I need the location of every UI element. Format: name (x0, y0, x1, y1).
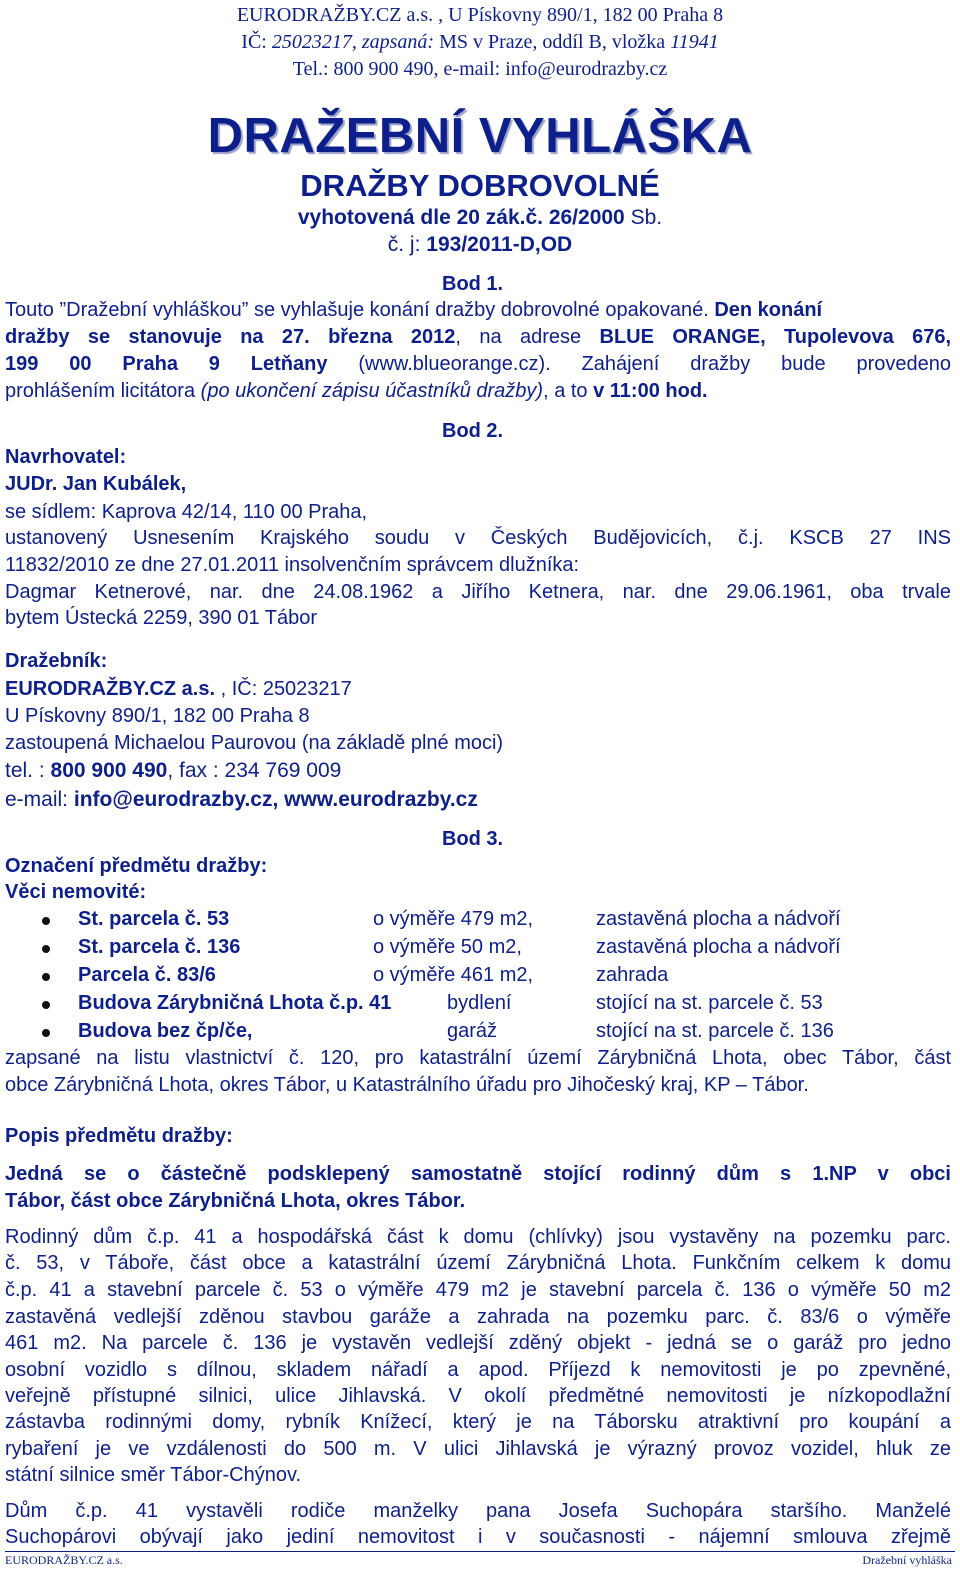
property-item: Parcela č. 83/6 o výměře 461 m2, zahrada (0, 964, 960, 991)
property-item: St. parcela č. 53 o výměře 479 m2, zastavěná plocha a nádvoří (0, 908, 960, 935)
auctioneer-representative: zastoupená Michaelou Paurovou (na základě plné moci) (5, 732, 504, 754)
company-header-line2 (0, 31, 960, 54)
description-line: Rodinný dům č.p. 41 a hospodářská část k domu (chlívky) jsou vystavěny na pozemku parc. (5, 1226, 951, 1248)
proposer-appointment: ustanovený Usnesením Krajského soudu v Českých Budějovicích, č.j. KSCB 27 INS (5, 527, 951, 549)
section-heading-bod2: Bod 2. (442, 420, 504, 442)
bullet-icon (42, 1029, 50, 1037)
legal-basis: vyhotovená dle 20 zák.č. 26/2000 Sb. (297, 206, 663, 229)
proposer-name: JUDr. Jan Kubálek, (5, 473, 187, 495)
company-header-contact: Tel.: 800 900 490, e-mail: info@eurodrazby.cz (292, 58, 668, 80)
property-item: Budova Zárybničná Lhota č.p. 41 bydlení stojící na st. parcele č. 53 (0, 992, 960, 1019)
debtor-line1: Dagmar Ketnerové, nar. dne 24.08.1962 a Jiřího Ketnera, nar. dne 29.06.1961, oba trvale (5, 581, 951, 603)
bod1-line1: Touto ”Dražební vyhláškou” se vyhlašuje konání dražby dobrovolné opakované. Den konání (5, 299, 823, 321)
reference-number: č. j: 193/2011-D,OD (387, 233, 573, 256)
description-line: 461 m2. Na parcele č. 136 je vystavěn vedlejší zděný objekt - jedná se o garáž pro jedno (5, 1332, 951, 1354)
property-label: Věci nemovité: (5, 881, 147, 903)
property-item: Budova bez čp/če, garáž stojící na st. parcele č. 136 (0, 1020, 960, 1047)
document-title: DRAŽEBNÍ VYHLÁŠKA (207, 109, 753, 163)
auctioneer-address: U Pískovny 890/1, 182 00 Praha 8 (5, 705, 310, 727)
summary-line2: Tábor, část obce Zárybničná Lhota, okres Tábor. (5, 1190, 466, 1212)
auctioneer-name: EURODRAŽBY.CZ a.s. , IČ: 25023217 (5, 678, 352, 700)
bod1-line4: prohlášením licitátora (po ukončení zápisu účastníků dražby), a to v 11:00 hod. (5, 380, 708, 402)
proposer-seat: se sídlem: Kaprova 42/14, 110 00 Praha, (5, 501, 368, 523)
ic-label: IČ: (241, 31, 272, 53)
description-line: osobní vozidlo s dílnou, skladem nářadí a apod. Příjezd k nemovitosti je po zpevněné, (5, 1359, 951, 1381)
auctioneer-phone: tel. : 800 900 490, fax : 234 769 009 (5, 759, 342, 782)
bullet-icon (42, 917, 50, 925)
description-line: veřejně přístupné silnici, ulice Jihlavská. V okolí předmětné nemovitosti je nízkopodlažní (5, 1385, 951, 1407)
document-subtitle: DRAŽBY DOBROVOLNÉ (300, 168, 660, 203)
bullet-icon (42, 945, 50, 953)
summary-line1: Jedná se o částečně podsklepený samostatně stojící rodinný dům s 1.NP v obci (5, 1163, 951, 1185)
bod1-line3: 199 00 Praha 9 Letňany (www.blueorange.cz). Zahájení dražby bude provedeno (5, 353, 952, 375)
company-header-line1: EURODRAŽBY.CZ a.s. , U Pískovny 890/1, 182 00 Praha 8 (236, 4, 724, 26)
section-heading-bod1: Bod 1. (442, 273, 504, 295)
description-line: rybaření je ve vzdálenosti do 500 m. V ulici Jihlavská je výrazný provoz vozidel, hluk ze (5, 1438, 951, 1460)
court-register: MS v Praze, oddíl B, vložka (439, 31, 671, 53)
registry-line2: obce Zárybničná Lhota, okres Tábor, u Katastrálního úřadu pro Jihočeský kraj, KP – Tábor. (5, 1074, 809, 1096)
debtor-line2: bytem Ústecká 2259, 390 01 Tábor (5, 607, 318, 629)
history-line: Suchopárovi obývají jako jediní nemovitost i v současnosti - nájemní smlouva zřejmě (5, 1526, 951, 1548)
proposer-appointment-cont: 11832/2010 ze dne 27.01.2011 insolvenčním správcem dlužníka: (5, 554, 580, 576)
ic-value: 25023217, zapsaná: (271, 31, 440, 53)
description-line: č. 53, v Táboře, část obce a katastrální území Zárybničná Lhota. Funkčním celkem k domu (5, 1252, 951, 1274)
register-number: 11941 (670, 31, 719, 53)
subject-label: Označení předmětu dražby: (5, 855, 268, 877)
footer-company: EURODRAŽBY.CZ a.s. (5, 1553, 123, 1567)
section-heading-bod3: Bod 3. (442, 828, 504, 850)
bullet-icon (42, 973, 50, 981)
description-line: zastavěná vedlejší zděnou stavbou garáže a zahrada na pozemku parc. č. 83/6 o výměře (5, 1306, 951, 1328)
footer-rule (5, 1551, 955, 1552)
history-line: Dům č.p. 41 vystavěli rodiče manželky pana Josefa Suchopára staršího. Manželé (5, 1500, 951, 1522)
description-label: Popis předmětu dražby: (5, 1125, 233, 1147)
auctioneer-label: Dražebník: (5, 650, 108, 672)
registry-line1: zapsané na listu vlastnictví č. 120, pro katastrální území Zárybničná Lhota, obec Tábor, část (5, 1047, 951, 1069)
description-line: státní silnice směr Tábor-Chýnov. (5, 1464, 302, 1486)
property-item: St. parcela č. 136 o výměře 50 m2, zastavěná plocha a nádvoří (0, 936, 960, 963)
bullet-icon (42, 1001, 50, 1009)
bod1-line2: dražby se stanovuje na 27. března 2012, na adrese BLUE ORANGE, Tupolevova 676, (5, 326, 952, 348)
description-line: zástavba rodinnými domy, rybník Knížecí, který je na Táborsku atraktivní pro koupání a (5, 1411, 951, 1433)
proposer-label: Navrhovatel: (5, 446, 127, 468)
footer-doc-name: Dražební vyhláška (862, 1553, 952, 1567)
description-line: č.p. 41 a stavební parcele č. 53 o výměře 479 m2 je stavební parcela č. 136 o výměře 50 m2 (5, 1279, 951, 1301)
auctioneer-email: e-mail: info@eurodrazby.cz, www.eurodrazby.cz (5, 788, 478, 811)
